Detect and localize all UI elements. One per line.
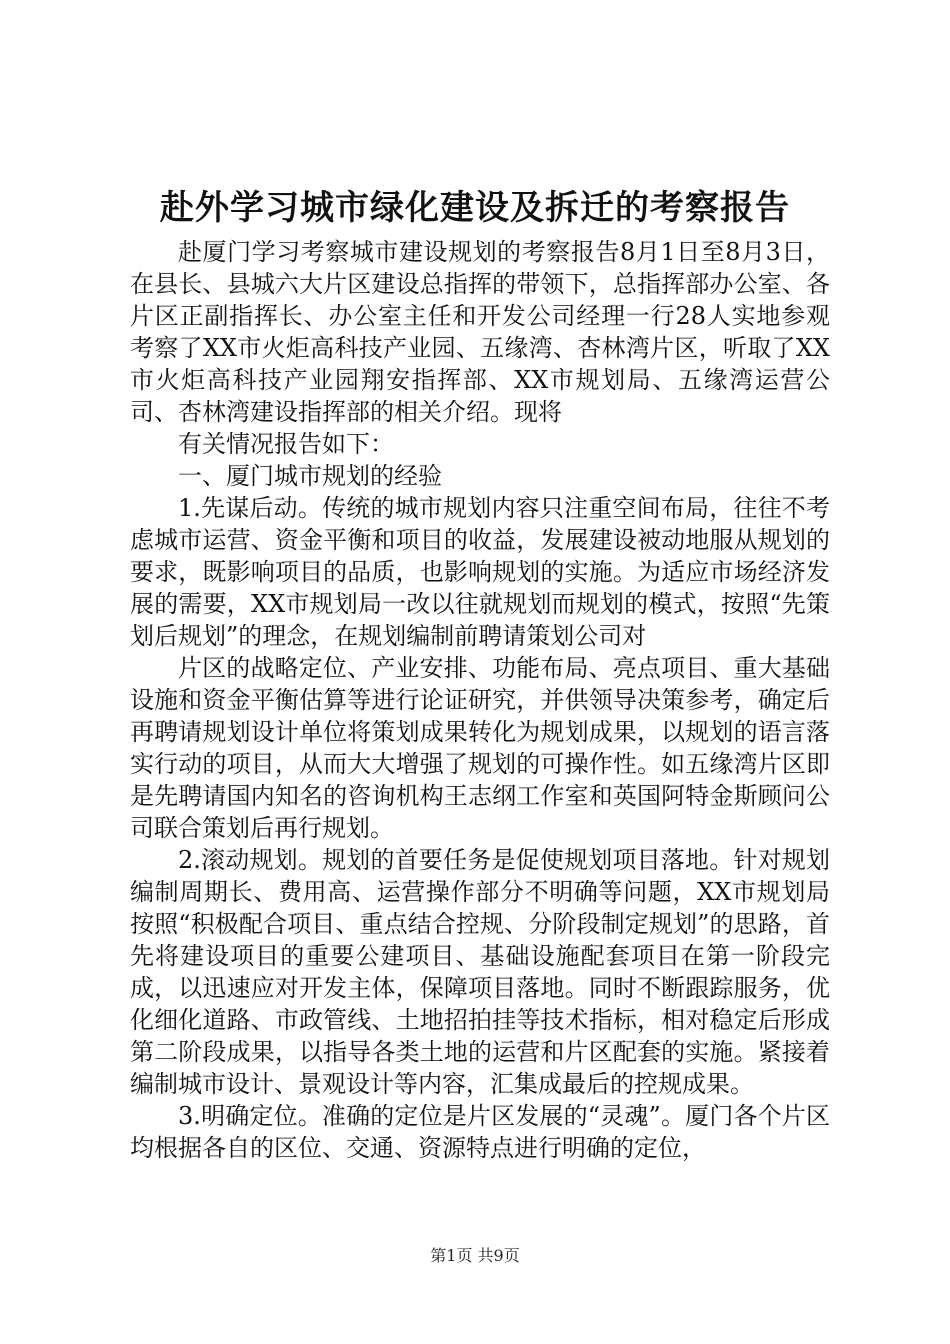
paragraph-point-3: 3.明确定位。准确的定位是片区发展的“灵魂”。厦门各个片区均根据各自的区位、交通、资源特点进行明确的定位，	[130, 1102, 830, 1162]
paragraph-point-1: 1.先谋后动。传统的城市规划内容只注重空间布局，往往不考虑城市运营、资金平衡和项目的收益，发展建设被动地服从规划的要求，既影响项目的品质，也影响规划的实施。为适应市场经济发展的需要，XX市规划局一改以往就规划而规划的模式，按照“先策划后规划”的理念，在规划编制前聘请策划公司对	[130, 494, 830, 650]
paragraph-point-2: 2.滚动规划。规划的首要任务是促使规划项目落地。针对规划编制周期长、费用高、运营操作部分不明确等问题，XX市规划局按照“积极配合项目、重点结合控规、分阶段制定规划”的思路，首先将建设项目的重要公建项目、基础设施配套项目在第一阶段完成，以迅速应对开发主体，保障项目落地。同时不断跟踪服务，优化细化道路、市政管线、土地招拍挂等技术指标，相对稳定后形成第二阶段成果，以指导各类土地的运营和片区配套的实施。紧接着编制城市设计、景观设计等内容，汇集成最后的控规成果。	[130, 846, 830, 1098]
paragraph-report-lead: 有关情况报告如下：	[178, 430, 394, 458]
document-title: 赴外学习城市绿化建设及拆迁的考察报告	[160, 188, 790, 228]
section-heading-1: 一、厦门城市规划的经验	[178, 462, 442, 490]
document-body	[130, 236, 830, 1164]
paragraph-intro: 赴厦门学习考察城市建设规划的考察报告8月1日至8月3日，在县长、县城六大片区建设总指挥的带领下，总指挥部办公室、各片区正副指挥长、办公室主任和开发公司经理一行28人实地参观考察了XX市火炬高科技产业园、五缘湾、杏林湾片区，听取了XX市火炬高科技产业园翔安指挥部、XX市规划局、五缘湾运营公司、杏林湾建设指挥部的相关介绍。现将	[130, 238, 830, 426]
page-footer: 第1页 共9页	[430, 1246, 520, 1265]
paragraph-point-1-continued: 片区的战略定位、产业安排、功能布局、亮点项目、重大基础设施和资金平衡估算等进行论证研究，并供领导决策参考，确定后再聘请规划设计单位将策划成果转化为规划成果，以规划的语言落实行动的项目，从而大大增强了规划的可操作性。如五缘湾片区即是先聘请国内知名的咨询机构王志纲工作室和英国阿特金斯顾问公司联合策划后再行规划。	[130, 654, 830, 842]
